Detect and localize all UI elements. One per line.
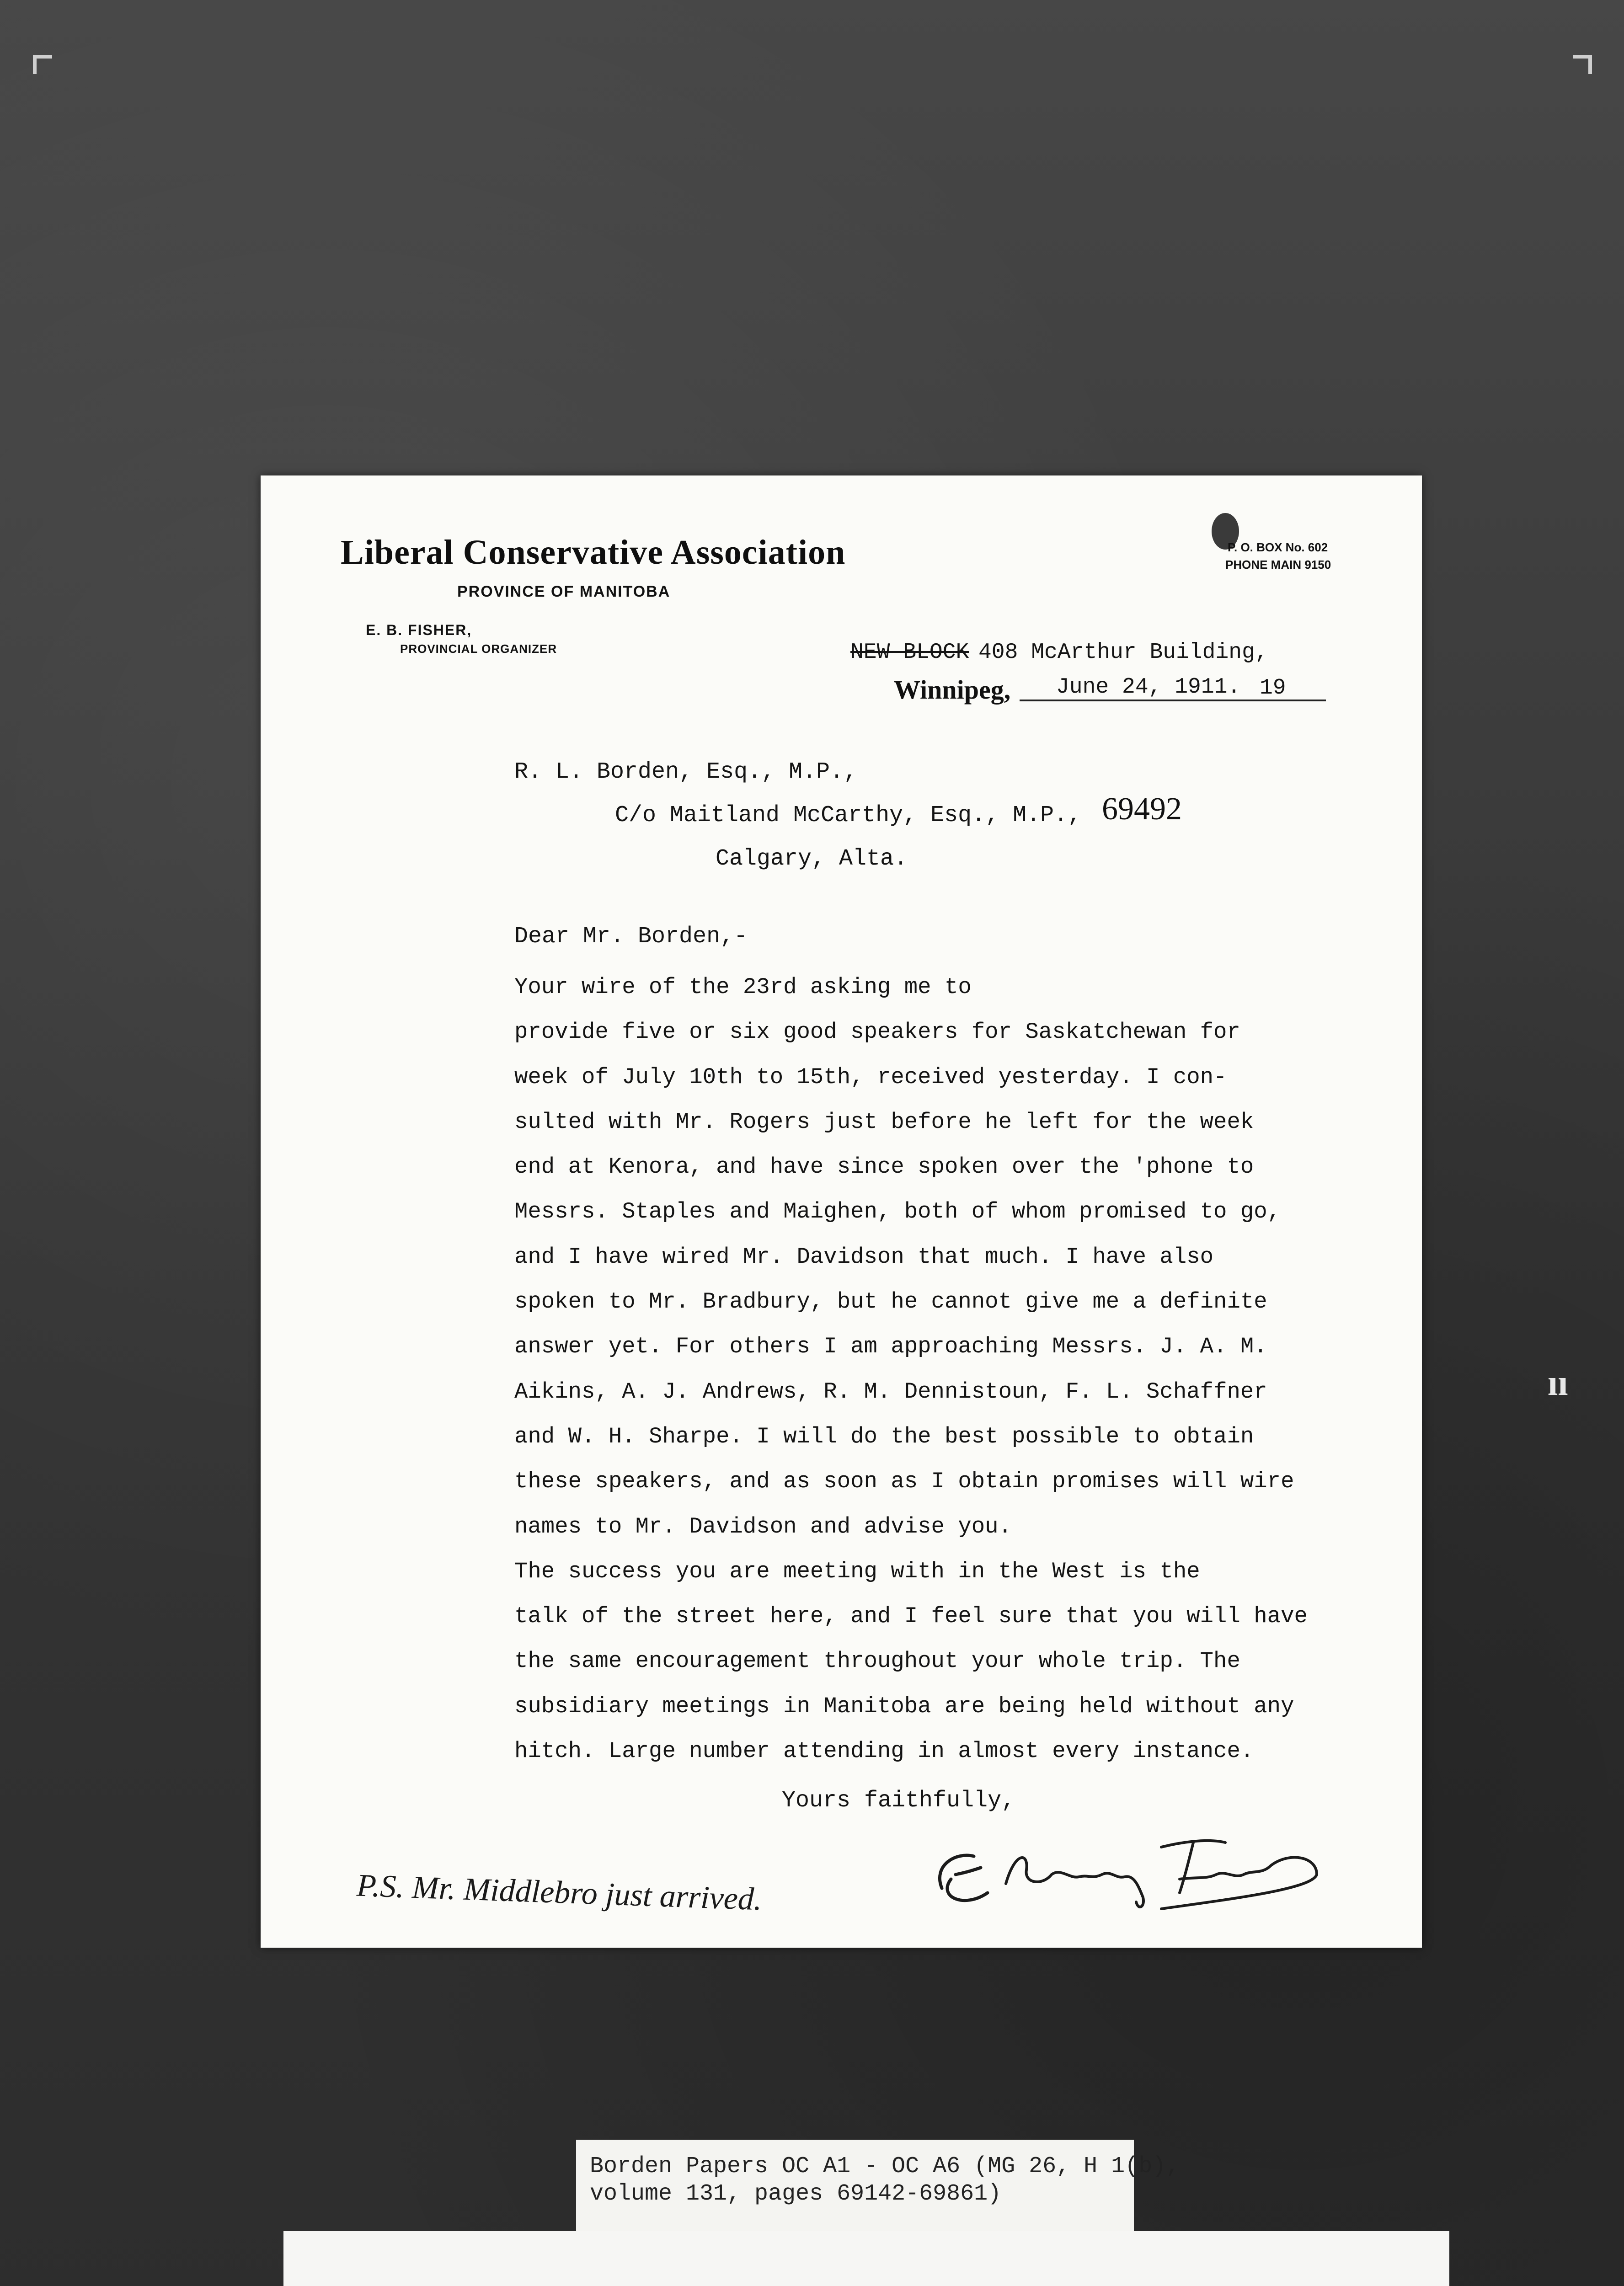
- reference-line-1: Borden Papers OC A1 - OC A6 (MG 26, H 1(b),: [590, 2153, 1180, 2179]
- archives-card: [283, 2231, 1449, 2286]
- address-struck-out: NEW BLOCK: [850, 640, 969, 665]
- closing: Yours faithfully,: [782, 1788, 1015, 1814]
- letterhead-organizer-name: E. B. FISHER,: [366, 622, 472, 638]
- handwritten-signature: [924, 1811, 1335, 1929]
- document-number: 69492: [1102, 791, 1182, 827]
- letter-body: Your wire of the 23rd asking me to provide five or six good speakers for Saskatchewan for week of July 10th to 15th, received yesterday. I con- sulted with Mr. Rogers just before he left for the week end at Kenora, and have since spoken over the 'phone to Messrs. Staples and Maighen, both of whom promised to go, and I have wired Mr. Davidson that much. I have also spoken to Mr. Bradbury, but he cannot give me a definite answer yet. For others I am approaching Messrs. J. A. M. Aikins, A. J. Andrews, R. M. Dennistoun, F. L. Schaffner and W. H. Sharpe. I will do the best possible to obtain these speakers, and as soon as I obtain promises will wire names to Mr. Davidson and advise you. The success you are meeting with in the West is the talk of the street here, and I feel sure that you will have the same encouragement throughout your whole trip. The subsidiary meetings in Manitoba are being held without any hitch. Large number attending in almost every instance.: [514, 974, 1308, 1764]
- letterhead-po-box: P. O. BOX No. 602: [1228, 540, 1328, 554]
- crop-mark-top-left: [33, 55, 52, 74]
- letter-date: June 24, 1911.: [1056, 675, 1241, 700]
- year-prefix: 19: [1260, 676, 1286, 700]
- crop-mark-top-right: [1573, 55, 1592, 74]
- letterhead-phone: PHONE MAIN 9150: [1225, 558, 1331, 572]
- film-edge-mark: ıı: [1548, 1363, 1568, 1403]
- recipient-line-2: C/o Maitland McCarthy, Esq., M.P.,: [615, 802, 1082, 828]
- letterhead-association: Liberal Conservative Association: [341, 533, 846, 572]
- letter-page: [261, 475, 1422, 1948]
- letterhead-address: 408 McArthur Building,: [978, 640, 1268, 665]
- salutation: Dear Mr. Borden,-: [514, 924, 748, 950]
- letterhead-province: PROVINCE OF MANITOBA: [457, 583, 671, 600]
- reference-line-2: volume 131, pages 69142-69861): [590, 2181, 1002, 2207]
- recipient-line-1: R. L. Borden, Esq., M.P.,: [514, 759, 858, 785]
- recipient-line-3: Calgary, Alta.: [716, 846, 908, 872]
- letterhead-organizer-title: PROVINCIAL ORGANIZER: [400, 642, 557, 656]
- letterhead-city: Winnipeg,: [894, 675, 1011, 705]
- handwritten-postscript: P.S. Mr. Middlebro just arrived.: [356, 1868, 763, 1917]
